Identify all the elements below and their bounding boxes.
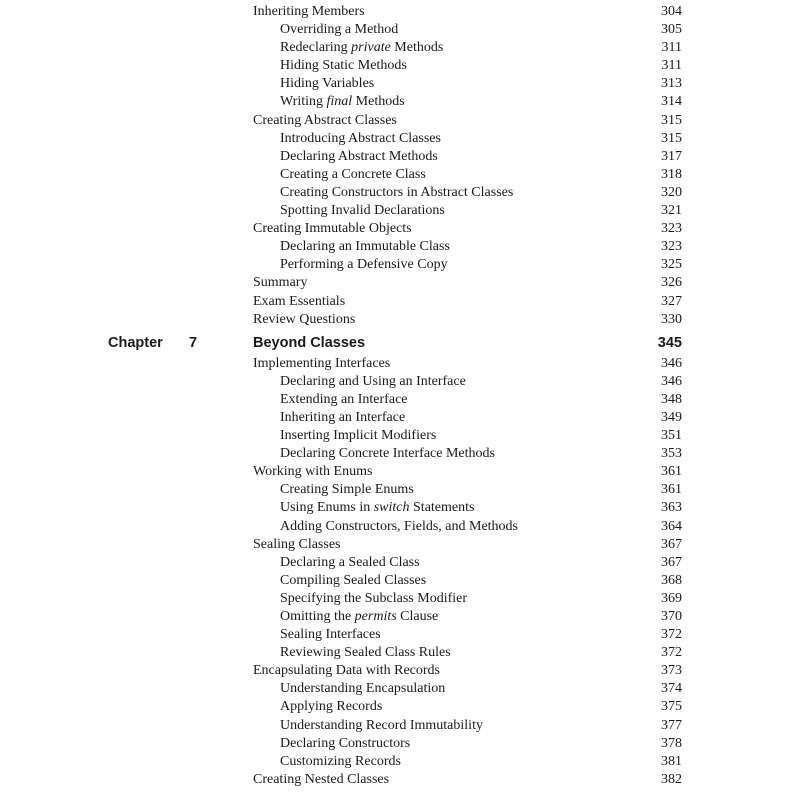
toc-entry-title: Declaring Constructors — [280, 735, 411, 751]
toc-subsection-row — [0, 39, 800, 57]
toc-section-row — [0, 112, 800, 130]
toc-entry-title: Writing final Methods — [280, 94, 405, 110]
toc-entry-page-number: 313 — [661, 76, 682, 92]
toc-entry-title: Creating Abstract Classes — [253, 112, 397, 128]
toc-subsection-row — [0, 644, 800, 662]
toc-entry-page-number: 369 — [661, 590, 682, 606]
toc-entry-title: Reviewing Sealed Class Rules — [280, 645, 451, 661]
table-of-contents — [0, 3, 800, 789]
toc-subsection-row — [0, 626, 800, 644]
toc-subsection-row — [0, 499, 800, 517]
toc-entry-title: Declaring and Using an Interface — [280, 373, 466, 389]
toc-entry-title: Declaring an Immutable Class — [280, 239, 450, 255]
toc-entry-page-number: 323 — [661, 221, 682, 237]
toc-entry-page-number: 375 — [661, 699, 682, 715]
toc-subsection-row — [0, 202, 800, 220]
toc-subsection-row — [0, 256, 800, 274]
toc-subsection-row — [0, 57, 800, 75]
toc-entry-page-number: 321 — [661, 203, 682, 219]
toc-entry-page-number: 351 — [661, 428, 682, 444]
toc-entry-page-number: 315 — [661, 130, 682, 146]
toc-entry-title: Applying Records — [280, 699, 383, 715]
toc-entry-page-number: 353 — [661, 446, 682, 462]
toc-subsection-row — [0, 698, 800, 716]
toc-entry-title: Declaring Abstract Methods — [280, 148, 438, 164]
toc-entry-page-number: 372 — [661, 627, 682, 643]
toc-entry-title: Creating Simple Enums — [280, 482, 414, 498]
toc-entry-title: Inheriting an Interface — [280, 409, 406, 425]
toc-subsection-row — [0, 373, 800, 391]
toc-entry-page-number: 363 — [661, 500, 682, 516]
toc-subsection-row — [0, 735, 800, 753]
toc-entry-page-number: 311 — [661, 58, 682, 74]
toc-section-row — [0, 536, 800, 554]
toc-entry-page-number: 326 — [661, 275, 682, 291]
toc-subsection-row — [0, 21, 800, 39]
toc-entry-title: Implementing Interfaces — [253, 355, 391, 371]
toc-entry-page-number: 382 — [661, 771, 682, 787]
toc-subsection-row — [0, 427, 800, 445]
toc-entries-before-chapter — [0, 3, 800, 329]
toc-entry-title: Creating Nested Classes — [253, 771, 390, 787]
toc-subsection-row — [0, 518, 800, 536]
toc-entry-title: Hiding Static Methods — [280, 58, 407, 74]
toc-entries-after-chapter — [0, 355, 800, 789]
toc-entry-title: Hiding Variables — [280, 76, 375, 92]
toc-entry-page-number: 377 — [661, 717, 682, 733]
toc-subsection-row — [0, 572, 800, 590]
toc-entry-page-number: 317 — [661, 148, 682, 164]
toc-entry-title: Declaring a Sealed Class — [280, 554, 420, 570]
toc-entry-title: Performing a Defensive Copy — [280, 257, 448, 273]
toc-section-row — [0, 355, 800, 373]
toc-section-row — [0, 771, 800, 789]
toc-entry-title: Specifying the Subclass Modifier — [280, 590, 468, 606]
toc-subsection-row — [0, 130, 800, 148]
toc-entry-title: Inheriting Members — [253, 4, 365, 19]
toc-subsection-row — [0, 445, 800, 463]
toc-entry-page-number: 346 — [661, 373, 682, 389]
toc-entry-page-number: 368 — [661, 572, 682, 588]
toc-entry-page-number: 305 — [661, 22, 682, 38]
toc-entry-title: Omitting the permits Clause — [280, 609, 439, 624]
toc-subsection-row — [0, 238, 800, 256]
toc-entry-page-number: 370 — [661, 609, 682, 624]
toc-subsection-row — [0, 93, 800, 111]
toc-entry-title: Sealing Classes — [253, 536, 341, 552]
toc-entry-page-number: 349 — [661, 409, 682, 425]
toc-subsection-row — [0, 391, 800, 409]
toc-entry-page-number: 323 — [661, 239, 682, 255]
toc-entry-title: Extending an Interface — [280, 391, 408, 407]
toc-section-row — [0, 274, 800, 292]
toc-entry-page-number: 378 — [661, 735, 682, 751]
toc-entry-title: Sealing Interfaces — [280, 627, 381, 643]
toc-subsection-row — [0, 166, 800, 184]
toc-entry-page-number: 304 — [661, 4, 682, 19]
toc-entry-title: Redeclaring private Methods — [280, 40, 444, 56]
toc-entry-page-number: 367 — [661, 554, 682, 570]
toc-subsection-row — [0, 184, 800, 202]
toc-entry-page-number: 325 — [661, 257, 682, 273]
toc-entry-title: Encapsulating Data with Records — [253, 663, 441, 679]
toc-subsection-row — [0, 148, 800, 166]
chapter-label: Chapter — [108, 334, 163, 351]
toc-entry-page-number: 372 — [661, 645, 682, 661]
toc-entry-page-number: 318 — [661, 166, 682, 182]
toc-subsection-row — [0, 680, 800, 698]
toc-section-row — [0, 293, 800, 311]
toc-entry-page-number: 330 — [661, 311, 682, 327]
toc-entry-title: Working with Enums — [253, 464, 373, 480]
toc-entry-page-number: 348 — [661, 391, 682, 407]
chapter-title: Beyond Classes — [253, 334, 366, 351]
toc-section-row — [0, 463, 800, 481]
toc-entry-title: Inserting Implicit Modifiers — [280, 428, 437, 444]
toc-entry-title: Using Enums in switch Statements — [280, 500, 475, 516]
toc-subsection-row — [0, 75, 800, 93]
toc-section-row — [0, 220, 800, 238]
toc-entry-title: Declaring Concrete Interface Methods — [280, 446, 495, 462]
toc-entry-title: Creating a Concrete Class — [280, 166, 426, 182]
toc-subsection-row — [0, 608, 800, 626]
toc-entry-page-number: 311 — [661, 40, 682, 56]
toc-entry-page-number: 361 — [661, 464, 682, 480]
toc-entry-page-number: 320 — [661, 184, 682, 200]
toc-entry-page-number: 373 — [661, 663, 682, 679]
toc-entry-page-number: 374 — [661, 681, 682, 697]
toc-subsection-row — [0, 554, 800, 572]
toc-entry-page-number: 314 — [661, 94, 682, 110]
toc-entry-title: Customizing Records — [280, 753, 401, 769]
toc-entry-page-number: 346 — [661, 355, 682, 371]
toc-entry-title: Review Questions — [253, 311, 356, 327]
toc-entry-title: Spotting Invalid Declarations — [280, 203, 445, 219]
chapter-page-number: 345 — [657, 334, 682, 351]
toc-entry-page-number: 361 — [661, 482, 682, 498]
toc-entry-title: Understanding Record Immutability — [280, 717, 483, 733]
toc-entry-title: Exam Essentials — [253, 293, 346, 309]
toc-subsection-row — [0, 590, 800, 608]
toc-entry-title: Adding Constructors, Fields, and Methods — [280, 518, 518, 534]
toc-entry-title: Overriding a Method — [280, 22, 399, 38]
toc-entry-title: Understanding Encapsulation — [280, 681, 446, 697]
toc-subsection-row — [0, 409, 800, 427]
toc-entry-page-number: 327 — [661, 293, 682, 309]
toc-subsection-row — [0, 717, 800, 735]
toc-entry-title: Creating Constructors in Abstract Classes — [280, 184, 514, 200]
chapter-heading — [0, 331, 800, 355]
toc-entry-title: Summary — [253, 275, 308, 291]
toc-section-row — [0, 311, 800, 329]
chapter-number: 7 — [189, 334, 198, 351]
toc-section-row — [0, 3, 800, 21]
toc-entry-title: Compiling Sealed Classes — [280, 572, 427, 588]
toc-entry-page-number: 367 — [661, 536, 682, 552]
toc-section-row — [0, 662, 800, 680]
toc-entry-title: Introducing Abstract Classes — [280, 130, 441, 146]
toc-entry-title: Creating Immutable Objects — [253, 221, 412, 237]
toc-subsection-row — [0, 481, 800, 499]
toc-entry-page-number: 381 — [661, 753, 682, 769]
toc-entry-page-number: 315 — [661, 112, 682, 128]
toc-subsection-row — [0, 753, 800, 771]
toc-entry-page-number: 364 — [661, 518, 682, 534]
